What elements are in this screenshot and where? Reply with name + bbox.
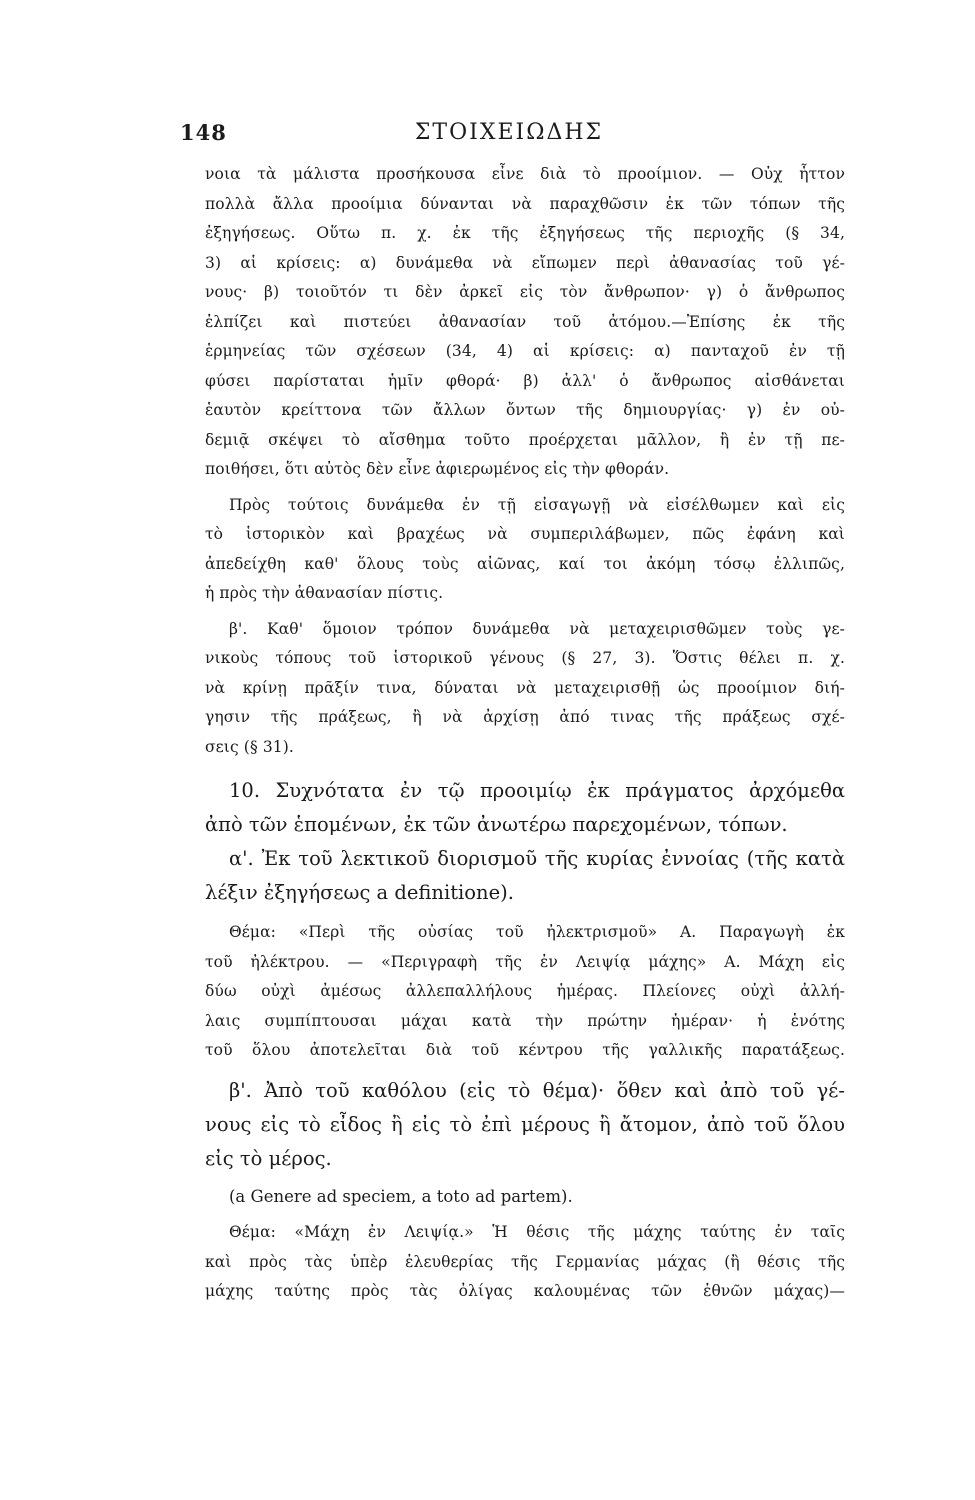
text-line: 3) αἱ κρίσεις: α) δυνάμεθα νὰ εἴπωμεν περὶ ἀθανασίας τοῦ γέ- [205,253,845,272]
text-line: μάχης ταύτης πρὸς τὰς ὀλίγας καλουμένας τῶν ἐθνῶν μάχας)— [205,1282,845,1300]
section-heading-line: 10. Συχνότατα ἐν τῷ προοιμίῳ ἐκ πράγματος ἀρχόμεθα [229,779,845,802]
paragraph-2 [205,491,845,609]
text-line: ἐξηγήσεως. Οὕτω π. χ. ἐκ τῆς ἐξηγήσεως τῆς περιοχῆς (§ 34, [205,224,845,242]
subsection-line: β'. Ἀπὸ τοῦ καθόλου (εἰς τὸ θέμα)· ὅθεν καὶ ἀπὸ τοῦ γέ- [229,1078,845,1102]
page-body [205,160,845,1307]
text-line: τοῦ ἠλέκτρου. — «Περιγραφὴ τῆς ἐν Λειψίᾳ μάχης» Α. Μάχη εἰς [205,952,845,971]
theme-example-1 [205,918,845,1066]
subsection-line: λέξιν ἐξηγήσεως a definitione). [205,881,514,904]
text-line: πολλὰ ἄλλα προοίμια δύνανται νὰ παραχθῶσιν ἐκ τῶν τόπων τῆς [205,194,845,213]
text-line: γησιν τῆς πράξεως, ἢ νὰ ἀρχίσῃ ἀπό τινας τῆς πράξεως σχέ- [205,708,845,726]
text-line: ποιθήσει, ὅτι αὐτὸς δὲν εἶνε ἀφιερωμένος εἰς τὴν φθοράν. [205,460,670,478]
text-line: νους· β) τοιοῦτόν τι δὲν ἀρκεῖ εἰς τὸν ἄνθρωπον· γ) ὁ ἄνθρωπος [205,283,845,301]
latin-note: (a Genere ad speciem, a toto ad partem). [229,1186,573,1206]
text-line: ἐλπίζει καὶ πιστεύει ἀθανασίαν τοῦ ἀτόμου.—Ἐπίσης ἐκ τῆς [205,312,845,331]
text-line: σεις (§ 31). [205,737,294,756]
section-10 [205,774,845,842]
text-line: ἑαυτὸν κρείττονα τῶν ἄλλων ὄντων τῆς δημιουργίας· γ) ἐν οὐ- [205,401,845,419]
subsection-line: νους εἰς τὸ εἶδος ἢ εἰς τὸ ἐπὶ μέρους ἢ ἄτομον, ἀπὸ τοῦ ὅλου [205,1112,845,1136]
section-10-beta [205,1074,845,1176]
text-line: τοῦ ὅλου ἀποτελεῖται διὰ τοῦ κέντρου τῆς γαλλικῆς παρατάξεως. [205,1041,845,1059]
text-line: ἡ πρὸς τὴν ἀθανασίαν πίστις. [205,584,444,602]
subsection-line: εἰς τὸ μέρος. [205,1146,332,1170]
section-heading-line: ἀπὸ τῶν ἑπομένων, ἐκ τῶν ἀνωτέρω παρεχομένων, τόπων. [205,813,788,836]
theme-example-2 [205,1218,845,1307]
paragraph-1 [205,160,845,485]
page-number: 148 [180,120,227,145]
text-line: ἑρμηνείας τῶν σχέσεων (34, 4) αἱ κρίσεις: α) πανταχοῦ ἐν τῇ [205,342,845,360]
text-line: δύω οὐχὶ ἀμέσως ἀλλεπαλλήλους ἡμέρας. Πλείονες οὐχὶ ἀλλή- [205,982,845,1000]
text-line: λαις συμπίπτουσαι μάχαι κατὰ τὴν πρώτην ἡμέραν· ἡ ἑνότης [205,1011,845,1030]
text-line: νὰ κρίνῃ πρᾶξίν τινα, δύναται νὰ μεταχειρισθῇ ὡς προοίμιον διή- [205,678,845,697]
text-line: ἀπεδείχθη καθ' ὅλους τοὺς αἰῶνας, καί τοι ἀκόμη τόσῳ ἐλλιπῶς, [205,554,845,573]
text-line: νοια τὰ μάλιστα προσήκουσα εἶνε διὰ τὸ προοίμιον. — Οὐχ ἧττον [205,165,845,183]
section-10-alpha [205,842,845,910]
text-line: Θέμα: «Μάχη ἐν Λειψίᾳ.» Ἡ θέσις τῆς μάχης ταύτης ἐν ταῖς [229,1223,845,1241]
paragraph-3 [205,615,845,763]
text-line: φύσει παρίσταται ἡμῖν φθορά· β) ἀλλ' ὁ ἄνθρωπος αἰσθάνεται [205,371,845,390]
text-line: νικοὺς τόπους τοῦ ἱστορικοῦ γένους (§ 27, 3). Ὅστις θέλει π. χ. [205,649,845,667]
subsection-line: α'. Ἐκ τοῦ λεκτικοῦ διορισμοῦ τῆς κυρίας ἐννοίας (τῆς κατὰ [229,847,845,870]
text-line: δεμιᾷ σκέψει τὸ αἴσθημα τοῦτο προέρχεται μᾶλλον, ἢ ἐν τῇ πε- [205,430,845,449]
text-line: Θέμα: «Περὶ τῆς οὐσίας τοῦ ἠλεκτρισμοῦ» Α. Παραγωγὴ ἐκ [229,923,845,941]
text-line: τὸ ἱστορικὸν καὶ βραχέως νὰ συμπεριλάβωμεν, πῶς ἐφάνη καὶ [205,525,845,543]
page-header [180,120,838,154]
text-line: Πρὸς τούτοις δυνάμεθα ἐν τῇ εἰσαγωγῇ νὰ εἰσέλθωμεν καὶ εἰς [229,495,845,514]
text-line: β'. Καθ' ὅμοιον τρόπον δυνάμεθα νὰ μεταχειρισθῶμεν τοὺς γε- [229,619,845,638]
running-title: ΣΤΟΙΧΕΙΩΔΗΣ [414,120,604,145]
text-line: καὶ πρὸς τὰς ὑπὲρ ἐλευθερίας τῆς Γερμανίας μάχας (ἢ θέσις τῆς [205,1252,845,1271]
